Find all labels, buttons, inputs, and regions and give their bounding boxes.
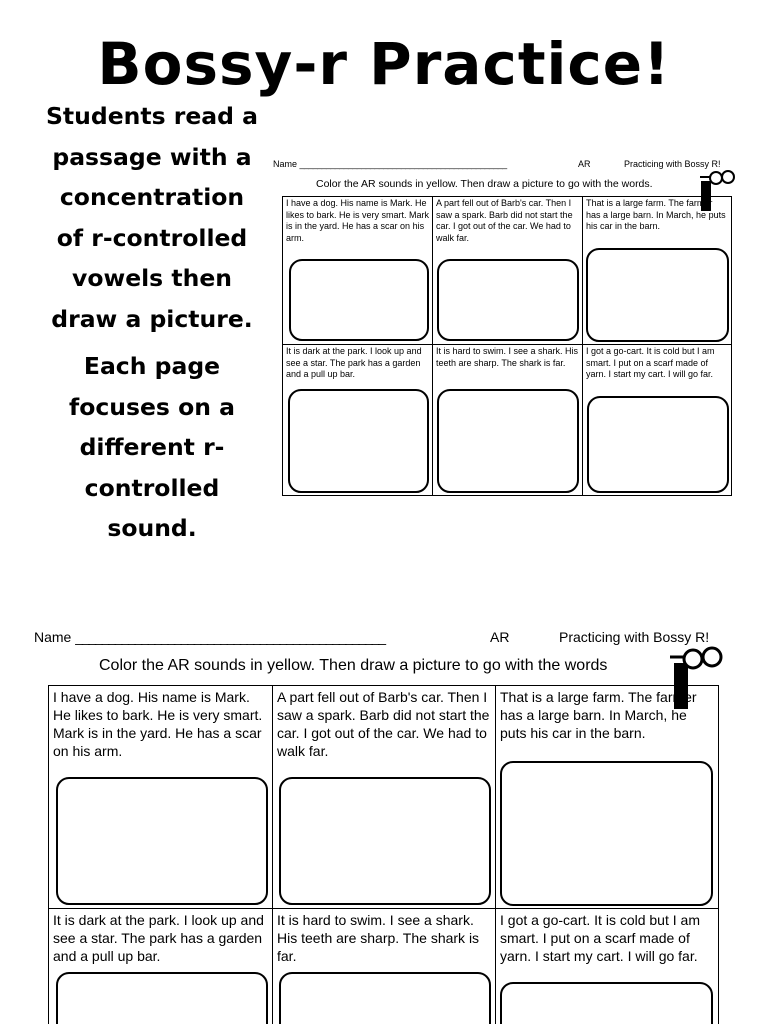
passage-text: I have a dog. His name is Mark. He likes to bark. He is very smart. Mark is in the yard. He has a scar on his arm.: [286, 198, 430, 243]
description-line: Each page: [83, 352, 221, 380]
passage-text: It is dark at the park. I look up and see a star. The park has a garden and a pull up bar.: [286, 346, 422, 379]
passage-text: It is hard to swim. I see a shark. His teeth are sharp. The shark is far.: [436, 346, 579, 368]
description-line: of r-controlled: [56, 223, 248, 252]
passage-text: A part fell out of Barb's car. Then I saw a spark. Barb did not start the car. I got out of the car. We had to walk far.: [277, 689, 490, 759]
passage-text: It is hard to swim. I see a shark. His teeth are sharp. The shark is far.: [277, 912, 480, 964]
drawing-box[interactable]: [288, 389, 429, 493]
description-line: concentration: [59, 183, 245, 211]
passage-cell-6: [495, 908, 719, 1024]
passage-text: I got a go-cart. It is cold but I am smart. I put on a scarf made of yarn. I start my cart. I will go far.: [586, 346, 715, 379]
passage-text: A part fell out of Barb's car. Then I saw a spark. Barb did not start the car. I got out of the car. We had to walk far.: [436, 198, 573, 243]
name-line: _______________________________________________: [299, 159, 507, 169]
description-line: draw a picture.: [51, 304, 253, 333]
passage-text: That is a large farm. The farmer has a large barn. In March, he puts his car in the barn.: [586, 198, 726, 231]
passage-cell-6: [582, 344, 732, 496]
series-title: Practicing with Bossy R!: [559, 629, 710, 645]
passage-cell-5: [432, 344, 583, 496]
instructions: Color the AR sounds in yellow. Then draw a picture to go with the words: [99, 657, 608, 674]
name-label: Name: [34, 629, 72, 645]
passage-cell-2: [432, 196, 583, 345]
passage-text: That is a large farm. The farmer has a large barn. In March, he puts his car in the barn.: [500, 689, 697, 741]
drawing-box[interactable]: [56, 777, 268, 905]
passage-text: I have a dog. His name is Mark. He likes to bark. He is very smart. Mark is in the yard. He has a scar on his arm.: [53, 689, 263, 759]
drawing-box[interactable]: [500, 982, 713, 1024]
worksheet-large: [0, 600, 768, 1024]
description-line: controlled: [84, 473, 220, 502]
passage-cell-1: [282, 196, 433, 345]
description-line: vowels then: [72, 264, 232, 292]
description-line: passage with a: [52, 142, 252, 171]
description-line: different r-: [79, 433, 225, 461]
sound-label: AR: [578, 159, 591, 169]
passage-text: It is dark at the park. I look up and see a star. The park has a garden and a pull up bar.: [53, 912, 264, 964]
drawing-box[interactable]: [289, 259, 429, 341]
drawing-box[interactable]: [586, 248, 729, 342]
passage-cell-4: [48, 908, 273, 1024]
passage-cell-2: [272, 685, 496, 909]
description-line: sound.: [107, 514, 197, 542]
name-line: _______________________________________________: [75, 629, 385, 645]
series-title: Practicing with Bossy R!: [624, 159, 721, 169]
drawing-box[interactable]: [437, 389, 579, 493]
sound-label: AR: [490, 629, 510, 645]
drawing-box[interactable]: [587, 396, 729, 493]
name-label: Name: [273, 159, 298, 169]
name-field-label: [34, 629, 385, 645]
description-line: focuses on a: [68, 392, 236, 421]
passage-cell-3: [582, 196, 732, 345]
passage-cell-1: [48, 685, 273, 909]
drawing-box[interactable]: [279, 972, 491, 1024]
passage-cell-3: [495, 685, 719, 909]
passage-text: I got a go-cart. It is cold but I am smart. I put on a scarf made of yarn. I start my cart. I will go far.: [500, 912, 700, 964]
drawing-box[interactable]: [500, 761, 713, 906]
description-line: Students read a: [45, 102, 259, 130]
passage-cell-4: [282, 344, 433, 496]
page-title: Bossy-r Practice!: [97, 30, 671, 98]
instructions: Color the AR sounds in yellow. Then draw a picture to go with the words.: [316, 178, 653, 190]
drawing-box[interactable]: [56, 972, 268, 1024]
drawing-box[interactable]: [437, 259, 579, 341]
passage-cell-5: [272, 908, 496, 1024]
name-field-label: [273, 159, 507, 169]
drawing-box[interactable]: [279, 777, 491, 905]
